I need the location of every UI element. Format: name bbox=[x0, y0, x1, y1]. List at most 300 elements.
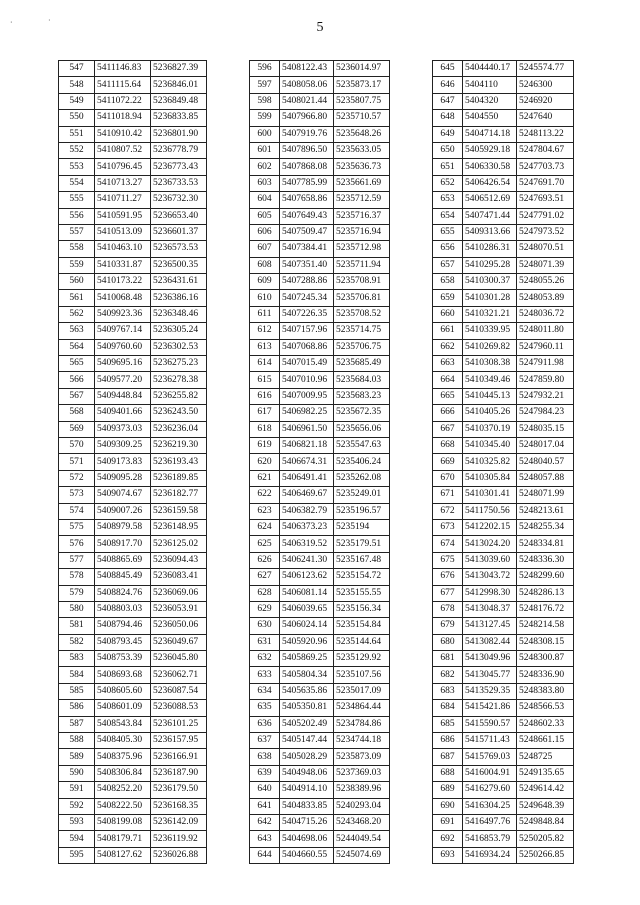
scan-mark: ‧ bbox=[10, 18, 13, 27]
table-row bbox=[250, 519, 390, 535]
table-row bbox=[250, 388, 390, 404]
x-coordinate: 5408222.50 bbox=[95, 798, 151, 814]
table-row bbox=[59, 700, 207, 716]
y-coordinate: 5236182.77 bbox=[151, 487, 207, 503]
point-number: 558 bbox=[59, 241, 95, 257]
y-coordinate: 5236142.09 bbox=[151, 814, 207, 830]
table-row bbox=[250, 208, 390, 224]
table-row bbox=[250, 585, 390, 601]
y-coordinate: 5235129.92 bbox=[334, 651, 390, 667]
y-coordinate: 5236302.53 bbox=[151, 339, 207, 355]
x-coordinate: 5404714.18 bbox=[463, 126, 517, 142]
y-coordinate: 5235249.01 bbox=[334, 487, 390, 503]
x-coordinate: 5407351.40 bbox=[280, 257, 334, 273]
x-coordinate: 5409448.84 bbox=[95, 388, 151, 404]
point-number: 623 bbox=[250, 503, 280, 519]
point-number: 668 bbox=[433, 437, 463, 453]
x-coordinate: 5409373.03 bbox=[95, 421, 151, 437]
y-coordinate: 5247640 bbox=[517, 110, 574, 126]
point-number: 647 bbox=[433, 93, 463, 109]
table-row bbox=[250, 618, 390, 634]
point-number: 557 bbox=[59, 224, 95, 240]
y-coordinate: 5235017.09 bbox=[334, 683, 390, 699]
x-coordinate: 5405869.25 bbox=[280, 651, 334, 667]
x-coordinate: 5406674.31 bbox=[280, 454, 334, 470]
table-row bbox=[59, 323, 207, 339]
x-coordinate: 5410068.48 bbox=[95, 290, 151, 306]
table-row bbox=[433, 93, 574, 109]
x-coordinate: 5409074.67 bbox=[95, 487, 151, 503]
point-number: 600 bbox=[250, 126, 280, 142]
table-row bbox=[433, 814, 574, 830]
point-number: 683 bbox=[433, 683, 463, 699]
point-number: 563 bbox=[59, 323, 95, 339]
table-row bbox=[59, 749, 207, 765]
point-number: 636 bbox=[250, 716, 280, 732]
x-coordinate: 5406382.79 bbox=[280, 503, 334, 519]
table-row bbox=[59, 405, 207, 421]
point-number: 654 bbox=[433, 208, 463, 224]
y-coordinate: 5247703.73 bbox=[517, 159, 574, 175]
table-row bbox=[433, 552, 574, 568]
point-number: 573 bbox=[59, 487, 95, 503]
y-coordinate: 5236653.40 bbox=[151, 208, 207, 224]
point-number: 680 bbox=[433, 634, 463, 650]
x-coordinate: 5410910.42 bbox=[95, 126, 151, 142]
table-row bbox=[250, 323, 390, 339]
x-coordinate: 5411750.56 bbox=[463, 503, 517, 519]
table-row bbox=[250, 224, 390, 240]
table-row bbox=[59, 437, 207, 453]
x-coordinate: 5406426.54 bbox=[463, 175, 517, 191]
point-number: 681 bbox=[433, 651, 463, 667]
y-coordinate: 5236236.04 bbox=[151, 421, 207, 437]
x-coordinate: 5410300.37 bbox=[463, 274, 517, 290]
point-number: 580 bbox=[59, 601, 95, 617]
x-coordinate: 5410321.21 bbox=[463, 306, 517, 322]
y-coordinate: 5248053.89 bbox=[517, 290, 574, 306]
table-row bbox=[59, 814, 207, 830]
table-row bbox=[250, 552, 390, 568]
x-coordinate: 5405028.29 bbox=[280, 749, 334, 765]
x-coordinate: 5410308.38 bbox=[463, 356, 517, 372]
x-coordinate: 5407868.08 bbox=[280, 159, 334, 175]
x-coordinate: 5405202.49 bbox=[280, 716, 334, 732]
x-coordinate: 5408199.08 bbox=[95, 814, 151, 830]
point-number: 619 bbox=[250, 437, 280, 453]
table-row bbox=[59, 765, 207, 781]
table-row bbox=[59, 798, 207, 814]
y-coordinate: 5235672.35 bbox=[334, 405, 390, 421]
y-coordinate: 5248017.04 bbox=[517, 437, 574, 453]
y-coordinate: 5236014.97 bbox=[334, 61, 390, 77]
table-row bbox=[433, 700, 574, 716]
point-number: 662 bbox=[433, 339, 463, 355]
x-coordinate: 5406491.41 bbox=[280, 470, 334, 486]
x-coordinate: 5410305.84 bbox=[463, 470, 517, 486]
y-coordinate: 5235712.98 bbox=[334, 241, 390, 257]
table-row bbox=[433, 798, 574, 814]
x-coordinate: 5408252.20 bbox=[95, 782, 151, 798]
y-coordinate: 5248113.22 bbox=[517, 126, 574, 142]
point-number: 583 bbox=[59, 651, 95, 667]
point-number: 593 bbox=[59, 814, 95, 830]
x-coordinate: 5405920.96 bbox=[280, 634, 334, 650]
x-coordinate: 5410463.10 bbox=[95, 241, 151, 257]
table-row bbox=[250, 569, 390, 585]
x-coordinate: 5404698.06 bbox=[280, 831, 334, 847]
x-coordinate: 5410807.52 bbox=[95, 142, 151, 158]
table-row bbox=[59, 716, 207, 732]
x-coordinate: 5407245.34 bbox=[280, 290, 334, 306]
x-coordinate: 5407010.96 bbox=[280, 372, 334, 388]
y-coordinate: 5248336.90 bbox=[517, 667, 574, 683]
table-row bbox=[250, 372, 390, 388]
point-number: 602 bbox=[250, 159, 280, 175]
x-coordinate: 5408179.71 bbox=[95, 831, 151, 847]
x-coordinate: 5412202.15 bbox=[463, 519, 517, 535]
point-number: 627 bbox=[250, 569, 280, 585]
table-row bbox=[433, 142, 574, 158]
point-number: 596 bbox=[250, 61, 280, 77]
y-coordinate: 5248055.26 bbox=[517, 274, 574, 290]
point-number: 670 bbox=[433, 470, 463, 486]
point-number: 691 bbox=[433, 814, 463, 830]
table-row bbox=[433, 782, 574, 798]
table-row bbox=[250, 831, 390, 847]
x-coordinate: 5411115.64 bbox=[95, 77, 151, 93]
point-number: 643 bbox=[250, 831, 280, 847]
x-coordinate: 5408803.03 bbox=[95, 601, 151, 617]
x-coordinate: 5405635.86 bbox=[280, 683, 334, 699]
point-number: 559 bbox=[59, 257, 95, 273]
table-row bbox=[433, 356, 574, 372]
table-row bbox=[433, 257, 574, 273]
table-row bbox=[433, 274, 574, 290]
point-number: 678 bbox=[433, 601, 463, 617]
point-number: 637 bbox=[250, 733, 280, 749]
point-number: 566 bbox=[59, 372, 95, 388]
table-row bbox=[433, 470, 574, 486]
table-row bbox=[250, 306, 390, 322]
x-coordinate: 5415769.03 bbox=[463, 749, 517, 765]
point-number: 650 bbox=[433, 142, 463, 158]
y-coordinate: 5236166.91 bbox=[151, 749, 207, 765]
x-coordinate: 5416004.91 bbox=[463, 765, 517, 781]
x-coordinate: 5410173.22 bbox=[95, 274, 151, 290]
point-number: 561 bbox=[59, 290, 95, 306]
y-coordinate: 5247804.67 bbox=[517, 142, 574, 158]
point-number: 588 bbox=[59, 733, 95, 749]
point-number: 592 bbox=[59, 798, 95, 814]
y-coordinate: 5235154.72 bbox=[334, 569, 390, 585]
x-coordinate: 5406024.14 bbox=[280, 618, 334, 634]
table-row bbox=[59, 601, 207, 617]
x-coordinate: 5410269.82 bbox=[463, 339, 517, 355]
x-coordinate: 5407471.44 bbox=[463, 208, 517, 224]
x-coordinate: 5409767.14 bbox=[95, 323, 151, 339]
point-number: 632 bbox=[250, 651, 280, 667]
x-coordinate: 5413045.77 bbox=[463, 667, 517, 683]
table-row bbox=[59, 224, 207, 240]
y-coordinate: 5235636.73 bbox=[334, 159, 390, 175]
x-coordinate: 5410370.19 bbox=[463, 421, 517, 437]
x-coordinate: 5408405.30 bbox=[95, 733, 151, 749]
point-number: 547 bbox=[59, 61, 95, 77]
x-coordinate: 5410445.13 bbox=[463, 388, 517, 404]
point-number: 656 bbox=[433, 241, 463, 257]
point-number: 575 bbox=[59, 519, 95, 535]
table-row bbox=[250, 405, 390, 421]
table-row bbox=[433, 733, 574, 749]
x-coordinate: 5408917.70 bbox=[95, 536, 151, 552]
y-coordinate: 5247973.52 bbox=[517, 224, 574, 240]
y-coordinate: 5236773.43 bbox=[151, 159, 207, 175]
y-coordinate: 5235706.75 bbox=[334, 339, 390, 355]
point-number: 663 bbox=[433, 356, 463, 372]
y-coordinate: 5235684.03 bbox=[334, 372, 390, 388]
table-row bbox=[433, 847, 574, 863]
table-row bbox=[59, 208, 207, 224]
point-number: 582 bbox=[59, 634, 95, 650]
table-row bbox=[433, 208, 574, 224]
y-coordinate: 5246920 bbox=[517, 93, 574, 109]
y-coordinate: 5236243.50 bbox=[151, 405, 207, 421]
table-row bbox=[433, 405, 574, 421]
x-coordinate: 5409309.25 bbox=[95, 437, 151, 453]
table-row bbox=[59, 388, 207, 404]
y-coordinate: 5235547.63 bbox=[334, 437, 390, 453]
y-coordinate: 5236050.06 bbox=[151, 618, 207, 634]
table-row bbox=[59, 651, 207, 667]
table-row bbox=[59, 847, 207, 863]
y-coordinate: 5248661.15 bbox=[517, 733, 574, 749]
y-coordinate: 5235144.64 bbox=[334, 634, 390, 650]
x-coordinate: 5408375.96 bbox=[95, 749, 151, 765]
x-coordinate: 5405804.34 bbox=[280, 667, 334, 683]
x-coordinate: 5404440.17 bbox=[463, 61, 517, 77]
table-row bbox=[250, 536, 390, 552]
point-number: 685 bbox=[433, 716, 463, 732]
point-number: 562 bbox=[59, 306, 95, 322]
table-row bbox=[433, 192, 574, 208]
y-coordinate: 5246300 bbox=[517, 77, 574, 93]
x-coordinate: 5413049.96 bbox=[463, 651, 517, 667]
table-row bbox=[433, 569, 574, 585]
point-number: 585 bbox=[59, 683, 95, 699]
x-coordinate: 5408605.60 bbox=[95, 683, 151, 699]
point-number: 688 bbox=[433, 765, 463, 781]
table-row bbox=[250, 667, 390, 683]
y-coordinate: 5235714.75 bbox=[334, 323, 390, 339]
point-number: 565 bbox=[59, 356, 95, 372]
table-row bbox=[59, 487, 207, 503]
x-coordinate: 5413039.60 bbox=[463, 552, 517, 568]
table-row bbox=[433, 224, 574, 240]
y-coordinate: 5235656.06 bbox=[334, 421, 390, 437]
x-coordinate: 5410711.27 bbox=[95, 192, 151, 208]
table-row bbox=[59, 667, 207, 683]
table-row bbox=[250, 339, 390, 355]
y-coordinate: 5236348.46 bbox=[151, 306, 207, 322]
point-number: 615 bbox=[250, 372, 280, 388]
y-coordinate: 5248299.60 bbox=[517, 569, 574, 585]
x-coordinate: 5404110 bbox=[463, 77, 517, 93]
table-row bbox=[59, 126, 207, 142]
table-row bbox=[433, 651, 574, 667]
table-row bbox=[433, 290, 574, 306]
table-row bbox=[59, 339, 207, 355]
x-coordinate: 5406821.18 bbox=[280, 437, 334, 453]
point-number: 570 bbox=[59, 437, 95, 453]
point-number: 548 bbox=[59, 77, 95, 93]
y-coordinate: 5244049.54 bbox=[334, 831, 390, 847]
point-number: 603 bbox=[250, 175, 280, 191]
x-coordinate: 5415590.57 bbox=[463, 716, 517, 732]
y-coordinate: 5236278.38 bbox=[151, 372, 207, 388]
y-coordinate: 5235167.48 bbox=[334, 552, 390, 568]
x-coordinate: 5408306.84 bbox=[95, 765, 151, 781]
point-number: 667 bbox=[433, 421, 463, 437]
y-coordinate: 5236193.43 bbox=[151, 454, 207, 470]
point-number: 549 bbox=[59, 93, 95, 109]
y-coordinate: 5236125.02 bbox=[151, 536, 207, 552]
y-coordinate: 5248057.88 bbox=[517, 470, 574, 486]
point-number: 684 bbox=[433, 700, 463, 716]
y-coordinate: 5235648.26 bbox=[334, 126, 390, 142]
point-number: 578 bbox=[59, 569, 95, 585]
x-coordinate: 5405350.81 bbox=[280, 700, 334, 716]
x-coordinate: 5411018.94 bbox=[95, 110, 151, 126]
table-row bbox=[59, 356, 207, 372]
x-coordinate: 5404833.85 bbox=[280, 798, 334, 814]
y-coordinate: 5248300.87 bbox=[517, 651, 574, 667]
point-number: 556 bbox=[59, 208, 95, 224]
table-row bbox=[59, 536, 207, 552]
x-coordinate: 5409095.28 bbox=[95, 470, 151, 486]
table-row bbox=[433, 372, 574, 388]
table-row bbox=[59, 257, 207, 273]
x-coordinate: 5410339.95 bbox=[463, 323, 517, 339]
table-row bbox=[250, 798, 390, 814]
x-coordinate: 5410345.40 bbox=[463, 437, 517, 453]
point-number: 677 bbox=[433, 585, 463, 601]
table-row bbox=[433, 487, 574, 503]
point-number: 605 bbox=[250, 208, 280, 224]
x-coordinate: 5411072.22 bbox=[95, 93, 151, 109]
table-row bbox=[433, 339, 574, 355]
table-row bbox=[433, 585, 574, 601]
x-coordinate: 5407288.86 bbox=[280, 274, 334, 290]
y-coordinate: 5235154.84 bbox=[334, 618, 390, 634]
x-coordinate: 5413043.72 bbox=[463, 569, 517, 585]
y-coordinate: 5236179.50 bbox=[151, 782, 207, 798]
y-coordinate: 5248011.80 bbox=[517, 323, 574, 339]
y-coordinate: 5249848.84 bbox=[517, 814, 574, 830]
table-row bbox=[59, 61, 207, 77]
y-coordinate: 5236733.53 bbox=[151, 175, 207, 191]
point-number: 613 bbox=[250, 339, 280, 355]
y-coordinate: 5248036.72 bbox=[517, 306, 574, 322]
point-number: 644 bbox=[250, 847, 280, 863]
table-row bbox=[250, 77, 390, 93]
point-number: 589 bbox=[59, 749, 95, 765]
point-number: 679 bbox=[433, 618, 463, 634]
point-number: 690 bbox=[433, 798, 463, 814]
point-number: 675 bbox=[433, 552, 463, 568]
y-coordinate: 5250266.85 bbox=[517, 847, 574, 863]
point-number: 614 bbox=[250, 356, 280, 372]
y-coordinate: 5236827.39 bbox=[151, 61, 207, 77]
table-row bbox=[433, 634, 574, 650]
point-number: 633 bbox=[250, 667, 280, 683]
table-row bbox=[250, 454, 390, 470]
table-row bbox=[250, 290, 390, 306]
point-number: 660 bbox=[433, 306, 463, 322]
point-number: 604 bbox=[250, 192, 280, 208]
x-coordinate: 5408127.62 bbox=[95, 847, 151, 863]
point-number: 611 bbox=[250, 306, 280, 322]
x-coordinate: 5410295.28 bbox=[463, 257, 517, 273]
table-row bbox=[59, 175, 207, 191]
y-coordinate: 5236069.06 bbox=[151, 585, 207, 601]
table-row bbox=[250, 634, 390, 650]
y-coordinate: 5236255.82 bbox=[151, 388, 207, 404]
point-number: 659 bbox=[433, 290, 463, 306]
table-row bbox=[250, 93, 390, 109]
y-coordinate: 5235155.55 bbox=[334, 585, 390, 601]
x-coordinate: 5408845.49 bbox=[95, 569, 151, 585]
table-row bbox=[59, 618, 207, 634]
x-coordinate: 5405929.18 bbox=[463, 142, 517, 158]
y-coordinate: 5236846.01 bbox=[151, 77, 207, 93]
y-coordinate: 5235685.49 bbox=[334, 356, 390, 372]
x-coordinate: 5407157.96 bbox=[280, 323, 334, 339]
table-row bbox=[250, 142, 390, 158]
y-coordinate: 5236062.71 bbox=[151, 667, 207, 683]
point-number: 564 bbox=[59, 339, 95, 355]
point-number: 682 bbox=[433, 667, 463, 683]
x-coordinate: 5407658.86 bbox=[280, 192, 334, 208]
point-number: 595 bbox=[59, 847, 95, 863]
point-number: 686 bbox=[433, 733, 463, 749]
x-coordinate: 5407226.35 bbox=[280, 306, 334, 322]
table-row bbox=[59, 569, 207, 585]
y-coordinate: 5248725 bbox=[517, 749, 574, 765]
coordinates-table-3 bbox=[432, 60, 574, 864]
point-number: 567 bbox=[59, 388, 95, 404]
y-coordinate: 5236500.35 bbox=[151, 257, 207, 273]
point-number: 651 bbox=[433, 159, 463, 175]
x-coordinate: 5407919.76 bbox=[280, 126, 334, 142]
table-row bbox=[433, 77, 574, 93]
coordinates-table-2 bbox=[249, 60, 390, 864]
page-number: 5 bbox=[316, 20, 324, 35]
x-coordinate: 5404914.10 bbox=[280, 782, 334, 798]
y-coordinate: 5235194 bbox=[334, 519, 390, 535]
point-number: 574 bbox=[59, 503, 95, 519]
y-coordinate: 5235710.57 bbox=[334, 110, 390, 126]
point-number: 598 bbox=[250, 93, 280, 109]
x-coordinate: 5410513.09 bbox=[95, 224, 151, 240]
point-number: 665 bbox=[433, 388, 463, 404]
point-number: 569 bbox=[59, 421, 95, 437]
x-coordinate: 5413529.35 bbox=[463, 683, 517, 699]
y-coordinate: 5236305.24 bbox=[151, 323, 207, 339]
point-number: 579 bbox=[59, 585, 95, 601]
table-row bbox=[433, 667, 574, 683]
point-number: 658 bbox=[433, 274, 463, 290]
